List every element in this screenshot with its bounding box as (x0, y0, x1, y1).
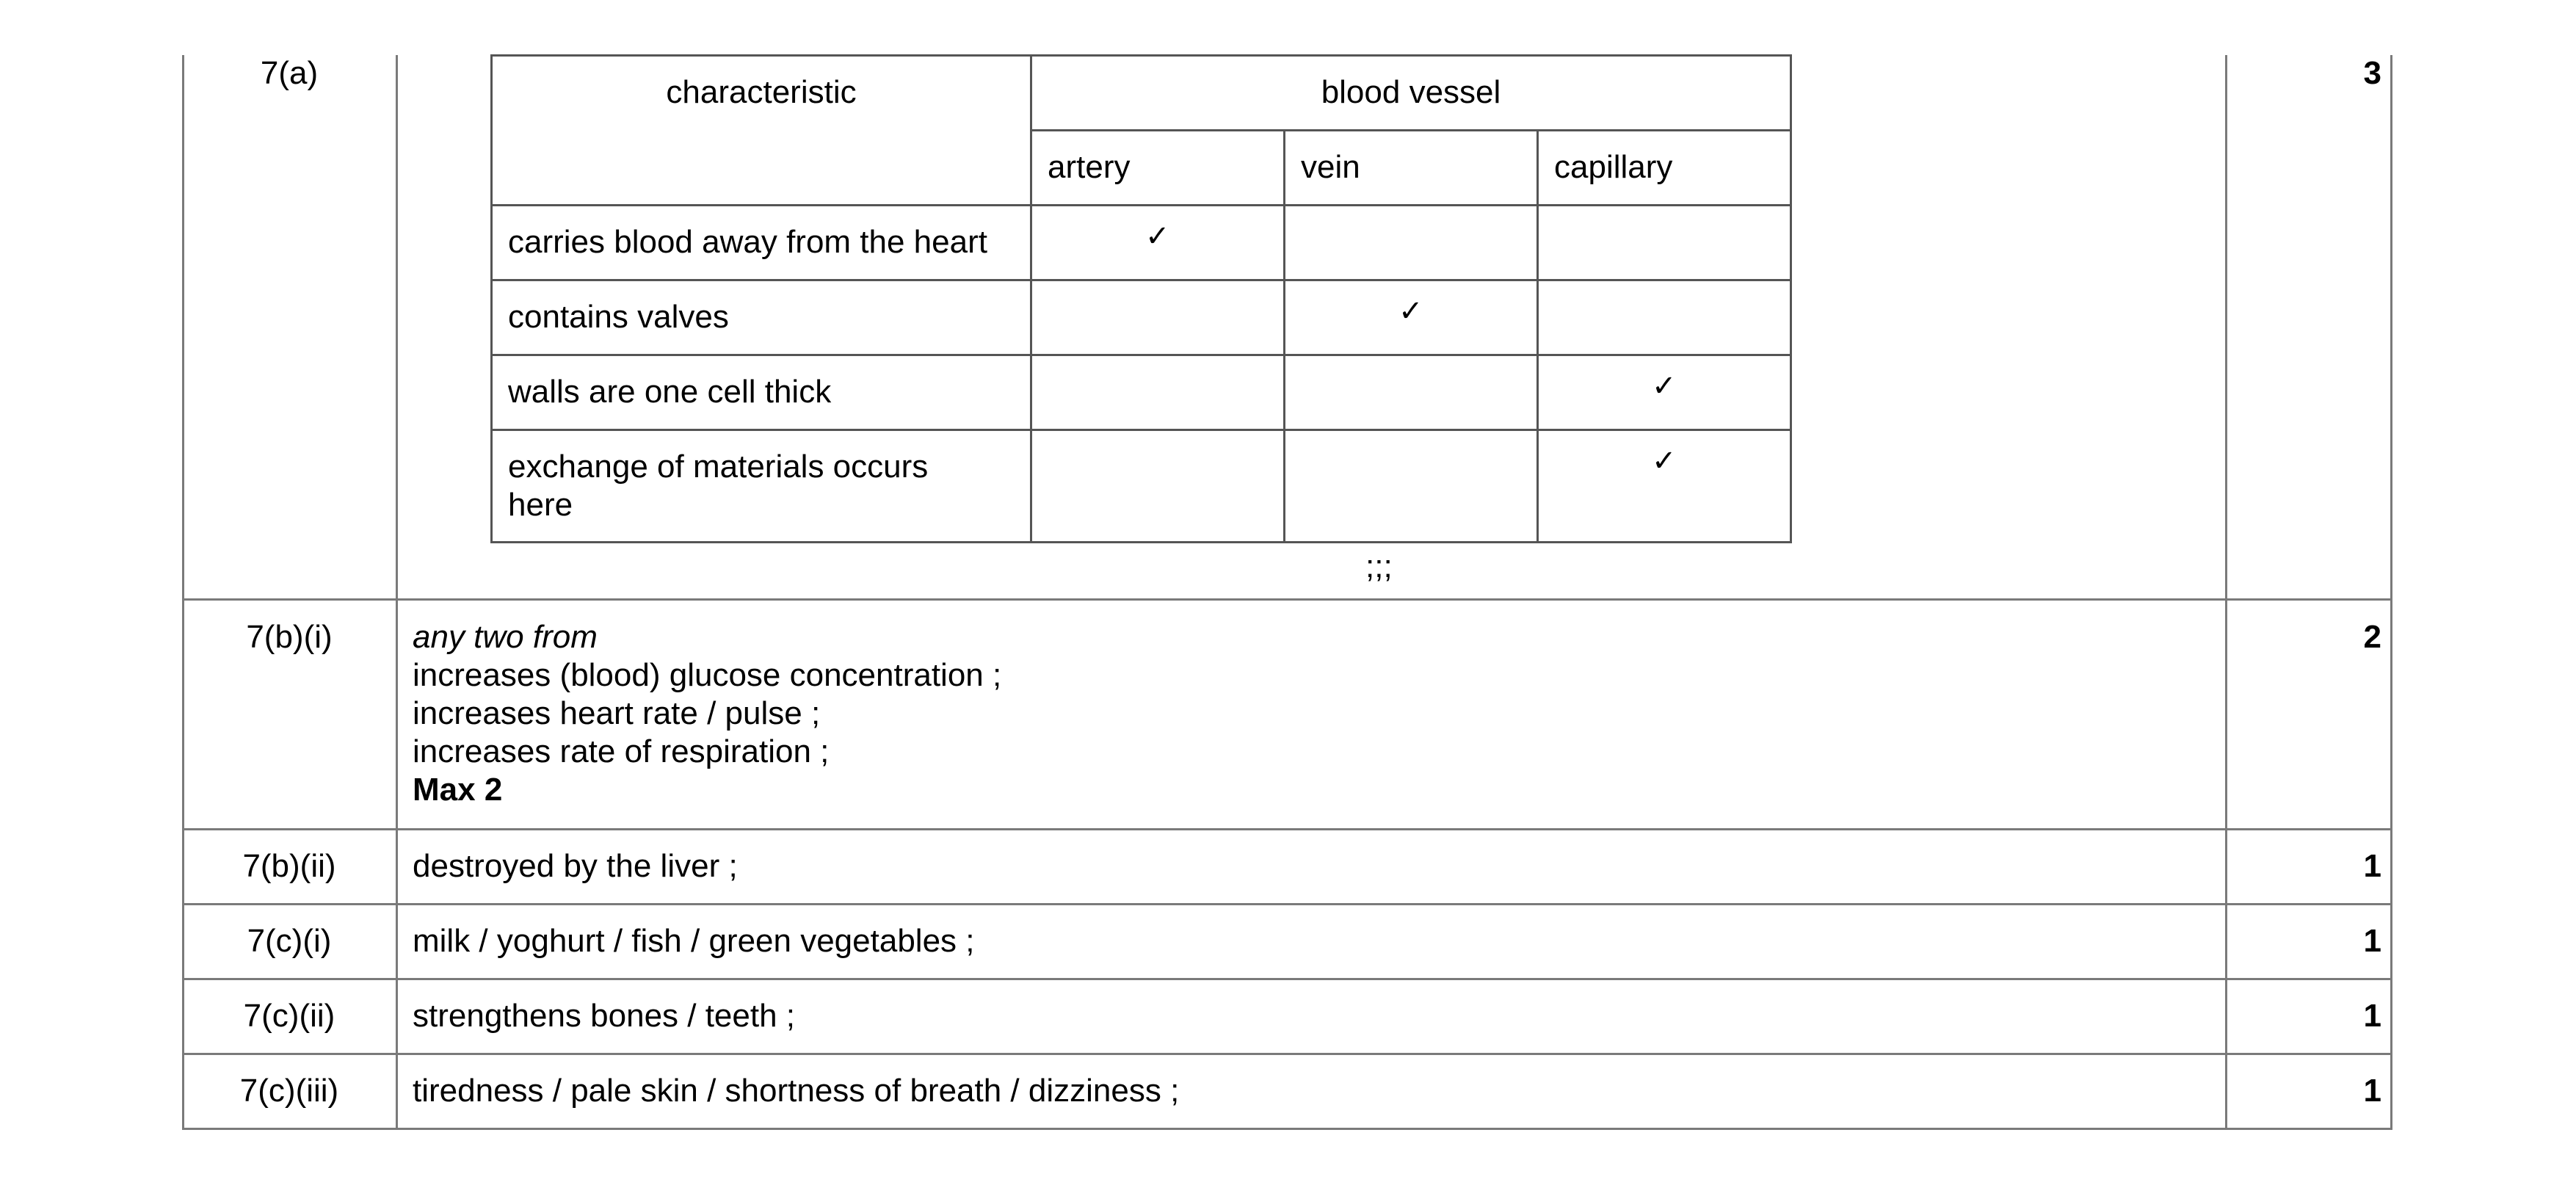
grid-bottom-border (182, 1128, 2392, 1130)
answer-text: destroyed by the liver ; (413, 848, 738, 884)
row-divider (182, 1053, 2392, 1055)
characteristic-label: contains valves (508, 299, 729, 335)
check-mark-icon: ✓ (1652, 444, 1677, 478)
characteristic-label: carries blood away from the heart (508, 224, 987, 260)
column-header-artery: artery (1048, 149, 1131, 185)
answer-instruction: any two from (413, 619, 598, 655)
table-col-divider (1536, 129, 1539, 543)
question-number: 7(b)(ii) (242, 848, 336, 884)
marks-value: 1 (2363, 848, 2381, 884)
marks-value: 1 (2363, 998, 2381, 1034)
table-right-border (1790, 54, 1792, 543)
grid-question-divider (396, 55, 398, 1130)
grid-marks-divider (2225, 55, 2227, 1130)
question-number: 7(b)(i) (246, 619, 333, 655)
grid-right-border (2390, 55, 2392, 1130)
table-bottom-border (490, 541, 1792, 543)
question-number: 7(c)(i) (247, 923, 332, 959)
table-col-divider (1030, 54, 1032, 543)
table-col-divider (1283, 129, 1285, 543)
answer-text: milk / yoghurt / fish / green vegetables ; (413, 923, 975, 959)
header-blood-vessel: blood vessel (1321, 74, 1501, 110)
table-left-border (490, 54, 493, 543)
check-mark-icon: ✓ (1398, 294, 1423, 328)
marks-value: 1 (2363, 1073, 2381, 1109)
answer-point: increases heart rate / pulse ; (413, 695, 821, 731)
marks-value: 1 (2363, 923, 2381, 959)
check-mark-icon: ✓ (1652, 369, 1677, 403)
table-row-divider (1030, 129, 1792, 131)
column-header-capillary: capillary (1554, 149, 1673, 185)
table-row-divider (490, 354, 1792, 356)
table-row-divider (490, 279, 1792, 281)
max-marks-note: Max 2 (413, 772, 503, 808)
column-header-vein: vein (1301, 149, 1360, 185)
characteristic-label: walls are one cell thick (508, 374, 832, 410)
table-row-divider (490, 429, 1792, 431)
table-row-divider (490, 204, 1792, 206)
grid-left-border (182, 55, 184, 1130)
header-characteristic: characteristic (666, 74, 857, 110)
characteristic-label: here (508, 487, 573, 523)
table-top-border (490, 54, 1792, 57)
answer-text: tiredness / pale skin / shortness of breath / dizziness ; (413, 1073, 1180, 1109)
marking-points: ;;; (1365, 548, 1393, 584)
row-divider (182, 598, 2392, 601)
answer-point: increases rate of respiration ; (413, 733, 830, 769)
row-divider (182, 903, 2392, 905)
marks-value: 3 (2363, 55, 2381, 91)
answer-text: strengthens bones / teeth ; (413, 998, 796, 1034)
row-divider (182, 978, 2392, 980)
check-mark-icon: ✓ (1145, 220, 1170, 253)
characteristic-label: exchange of materials occurs (508, 449, 929, 485)
marks-value: 2 (2363, 619, 2381, 655)
answer-point: increases (blood) glucose concentration ; (413, 657, 1002, 693)
question-number: 7(c)(iii) (239, 1073, 339, 1109)
question-number: 7(c)(ii) (243, 998, 335, 1034)
question-number: 7(a) (260, 55, 319, 91)
row-divider (182, 828, 2392, 830)
